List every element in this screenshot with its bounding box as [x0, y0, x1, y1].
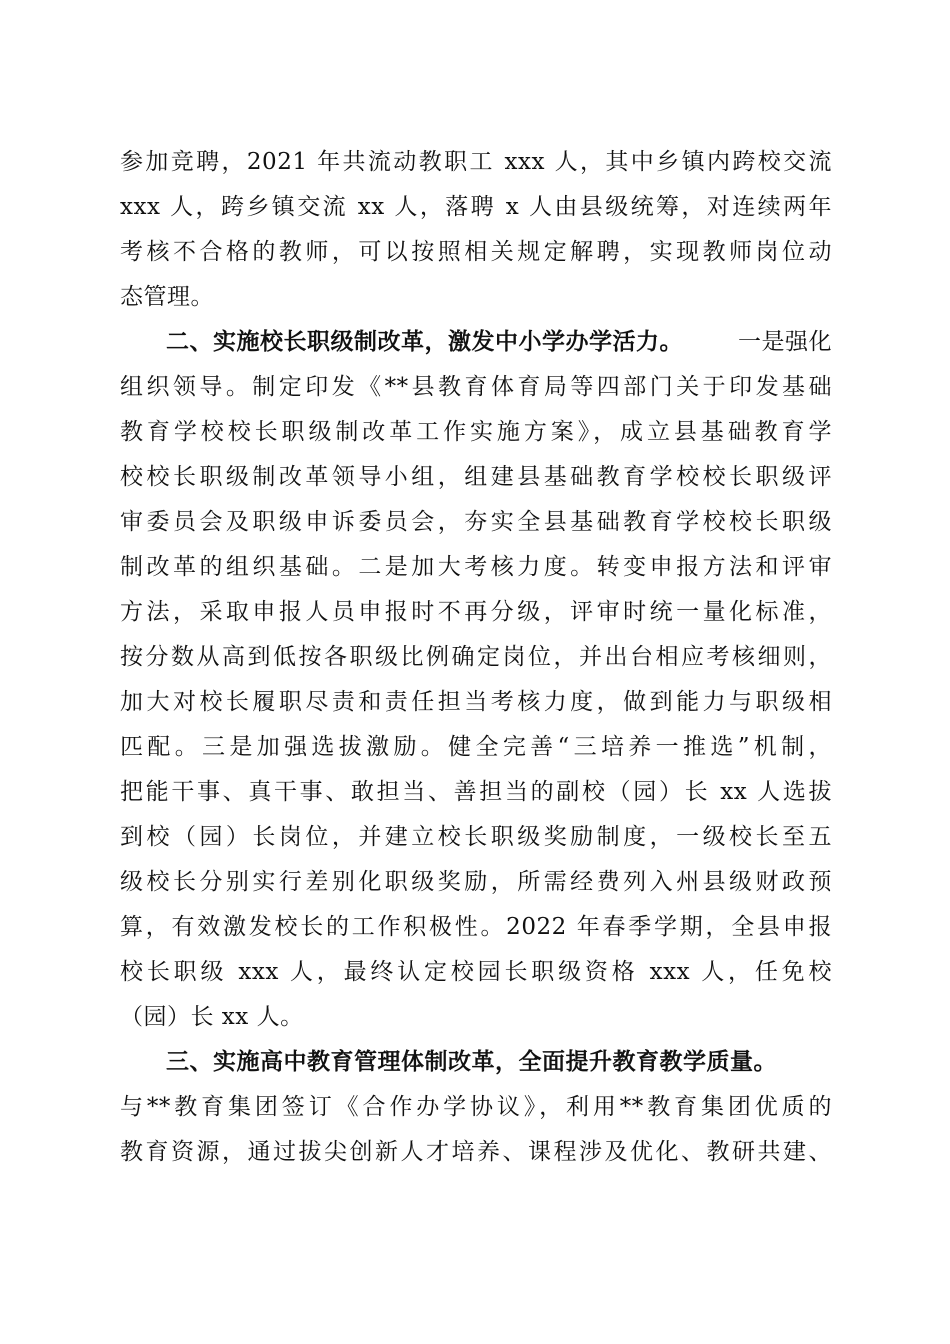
body-text-line: 组织领导。制定印发《**县教育体育局等四部门关于印发基础 — [120, 374, 832, 400]
body-text-line: 考核不合格的教师，可以按照相关规定解聘，实现教师岗位动 — [120, 239, 832, 265]
body-text-line: 参加竞聘，2021 年共流动教职工 xxx 人，其中乡镇内跨校交流 — [120, 149, 832, 175]
body-text-line: 态管理。 — [120, 284, 214, 310]
body-text-line: （园）长 xx 人。 — [120, 1004, 304, 1030]
body-text-line: 按分数从高到低按各职级比例确定岗位，并出台相应考核细则， — [120, 644, 832, 670]
body-text-line: 方法，采取申报人员申报时不再分级，评审时统一量化标准， — [120, 599, 832, 625]
body-text-line: 审委员会及职级申诉委员会，夯实全县基础教育学校校长职级 — [120, 509, 832, 535]
body-text-line: 校长职级 xxx 人，最终认定校园长职级资格 xxx 人，任免校 — [120, 959, 832, 985]
body-text-line: 制改革的组织基础。二是加大考核力度。转变申报方法和评审 — [120, 554, 832, 580]
body-text-line: 级校长分别实行差别化职级奖励，所需经费列入州县级财政预 — [120, 869, 832, 895]
body-text-line: 到校（园）长岗位，并建立校长职级奖励制度，一级校长至五 — [120, 824, 832, 850]
body-text-line: 校校长职级制改革领导小组，组建县基础教育学校校长职级评 — [120, 464, 832, 490]
body-text-line: 一是强化 — [738, 329, 832, 355]
section-heading-2-text: 二、实施校长职级制改革，激发中小学办学活力。 — [166, 328, 683, 355]
section-heading-3: 三、实施高中教育管理体制改革，全面提升教育教学质量。 — [166, 1048, 777, 1075]
body-text-line: xxx 人，跨乡镇交流 xx 人，落聘 x 人由县级统筹，对连续两年 — [120, 194, 832, 220]
section-heading-2 — [166, 327, 683, 357]
body-text-line: 把能干事、真干事、敢担当、善担当的副校（园）长 xx 人选拔 — [120, 779, 832, 805]
body-text-line: 匹配。三是加强选拔激励。健全完善“三培养一推选”机制， — [120, 734, 832, 760]
body-text-line: 算，有效激发校长的工作积极性。2022 年春季学期，全县申报 — [120, 914, 832, 940]
body-text-line: 教育资源，通过拔尖创新人才培养、课程涉及优化、教研共建、 — [120, 1139, 832, 1165]
body-text-line: 与**教育集团签订《合作办学协议》，利用**教育集团优质的 — [120, 1094, 832, 1120]
body-text-line: 加大对校长履职尽责和责任担当考核力度，做到能力与职级相 — [120, 689, 832, 715]
body-text-line: 教育学校校长职级制改革工作实施方案》，成立县基础教育学 — [120, 419, 832, 445]
